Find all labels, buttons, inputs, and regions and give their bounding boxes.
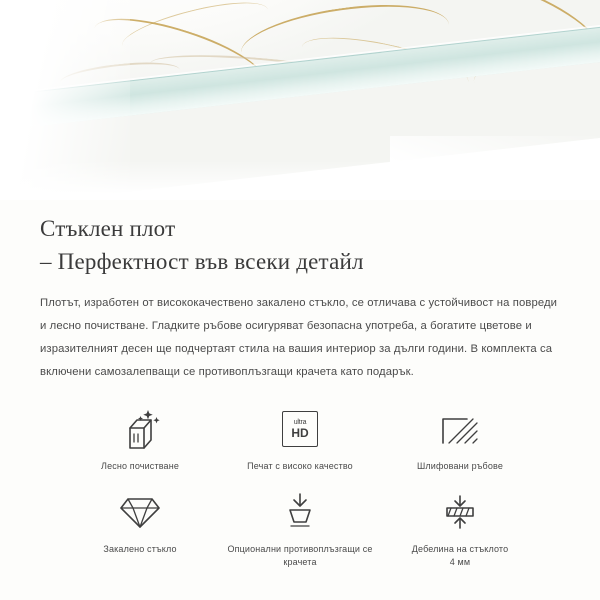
description-paragraph: Плотът, изработен от висококачествено закалено стъкло, се отличава с устойчивост на повреди и лесно почистване. Гладките ръбове осигуряват безопасна употреба, а богатите цветове и изразителният десен ще подчертаят стила на вашия интериор за дълги години. В комплекта са включени самозалепващи се противоплъзгащи крачета като подарък. bbox=[40, 297, 558, 378]
headline-line-2: – Перфектност във всеки детайл bbox=[40, 249, 364, 274]
hero-bottom-fade bbox=[0, 160, 600, 200]
feature-label bbox=[412, 543, 508, 569]
ultra-hd-badge-top: ultra bbox=[293, 419, 307, 426]
feature-label: Опционални противоплъзгащи се крачета bbox=[227, 544, 373, 567]
feature-item-glass-thickness bbox=[380, 489, 540, 569]
feature-label: Печат с високо качество bbox=[247, 461, 353, 471]
hero-image bbox=[0, 0, 600, 200]
feature-label: Лесно почистване bbox=[101, 461, 179, 471]
feature-label: Закалено стъкло bbox=[103, 544, 177, 554]
ultra-hd-badge-bottom: HD bbox=[291, 426, 309, 440]
feature-sublabel-text: 4 мм bbox=[449, 557, 471, 567]
content-section bbox=[0, 200, 600, 569]
feature-label-text: Дебелина на стъклото bbox=[411, 544, 509, 554]
feature-item-print-quality bbox=[220, 406, 380, 473]
thickness-arrows-icon bbox=[433, 489, 487, 535]
feature-item-tempered-glass bbox=[60, 489, 220, 569]
page-title bbox=[40, 212, 560, 278]
feature-grid bbox=[40, 406, 560, 569]
anti-slip-feet-icon bbox=[273, 489, 327, 535]
sparkle-cloth-icon bbox=[113, 406, 167, 452]
feature-item-easy-cleaning bbox=[60, 406, 220, 473]
ultra-hd-icon bbox=[273, 406, 327, 452]
feature-item-polished-edges bbox=[380, 406, 540, 473]
feature-label: Шлифовани ръбове bbox=[417, 461, 503, 471]
headline-line-1: Стъклен плот bbox=[40, 216, 176, 241]
feature-item-anti-slip-feet bbox=[220, 489, 380, 569]
polished-edges-icon bbox=[433, 406, 487, 452]
diamond-icon bbox=[113, 489, 167, 535]
